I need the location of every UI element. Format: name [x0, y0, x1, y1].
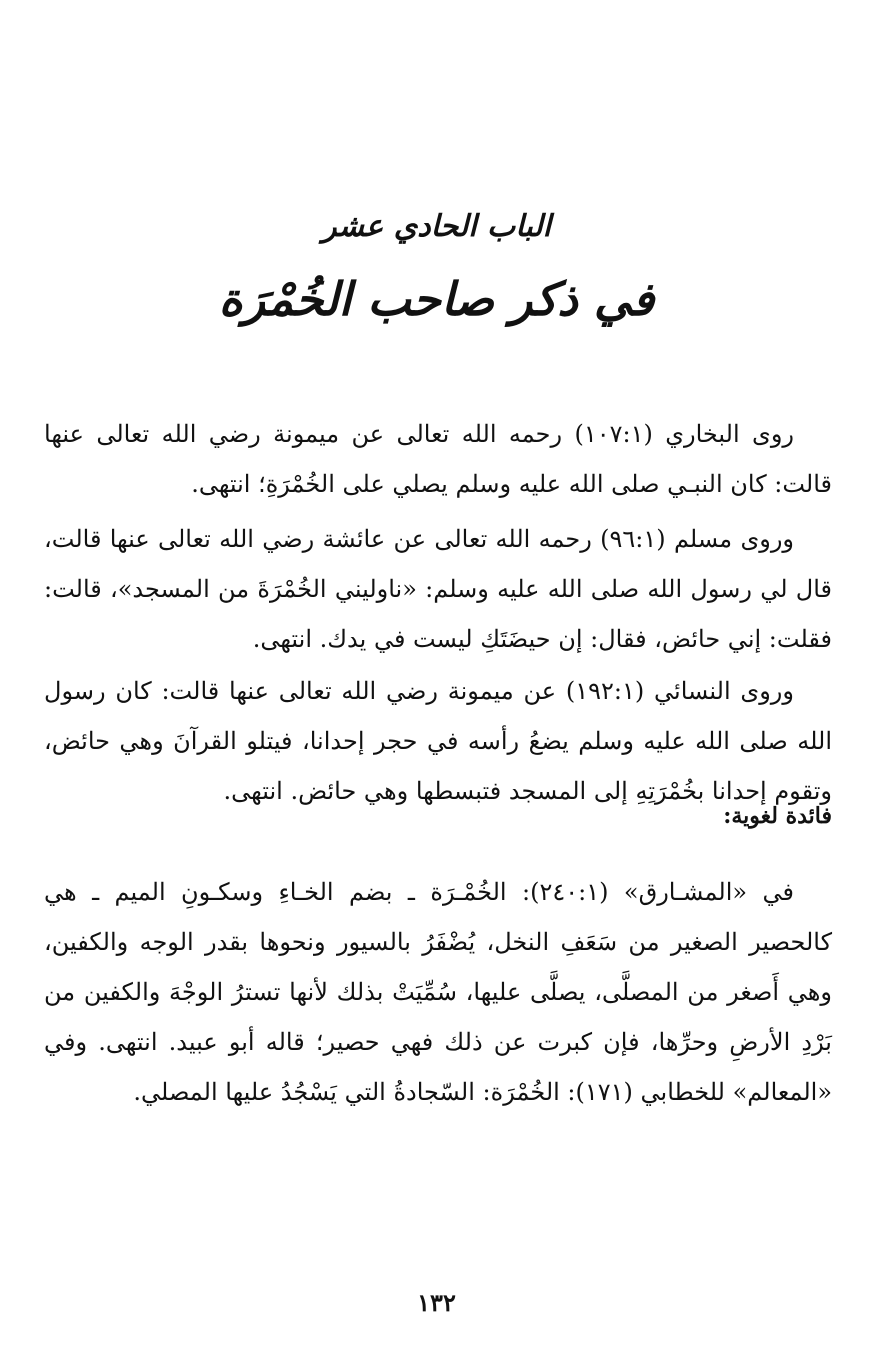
- paragraph-nasai: وروى النسائي (١٩٢:١) عن ميمونة رضي الله تعالى عنها قالت: كان رسول الله صلى الله عليه وسلم يضعُ رأسه في حجر إحدانا، فيتلو القرآنَ وهي حائض، وتقوم إحدانا بخُمْرَتِهِ إلى المسجد فتبسطها وهي حائض. انتهى.: [44, 677, 832, 805]
- note-text: في «المشـارق» (٢٤٠:١): الخُمْـرَة ـ بضم الخـاءِ وسكـونِ الميم ـ هي كالحصير الصغير من سَعَفِ النخل، يُضْفَرُ بالسيور ونحوها بقدر الوجه والكفين، وهي أَصغر من المصلَّى، يصلَّى عليها، سُمِّيَتْ بذلك لأنها تسترُ الوجْهَ والكفين من بَرْدِ الأرضِ وحرِّها، فإن كبرت عن ذلك فهي حصير؛ قاله أبو عبيد. انتهى. وفي «المعالم» للخطابي (١٧١): الخُمْرَة: السّجادةُ التي يَسْجُدُ عليها المصلي.: [44, 878, 832, 1106]
- chapter-label: الباب الحادي عشر: [322, 209, 551, 244]
- note-heading: فائدة لغوية:: [723, 803, 832, 829]
- paragraph-muslim: وروى مسلم (٩٦:١) رحمه الله تعالى عن عائشة رضي الله تعالى عنها قالت، قال لي رسول الله صلى الله عليه وسلم: «ناوليني الخُمْرَةَ من المسجد»، قالت: فقلت: إني حائض، فقال: إن حيضَتَكِ ليست في يدك. انتهى.: [44, 525, 832, 653]
- chapter-title: في ذكر صاحب الخُمْرَة: [218, 272, 655, 326]
- paragraph-bukhari: روى البخاري (١٠٧:١) رحمه الله تعالى عن ميمونة رضي الله تعالى عنها قالت: كان النبـي صلى الله عليه وسلم يصلي على الخُمْرَةِ؛ انتهى.: [44, 420, 832, 498]
- page-number: ١٣٢: [417, 1288, 456, 1317]
